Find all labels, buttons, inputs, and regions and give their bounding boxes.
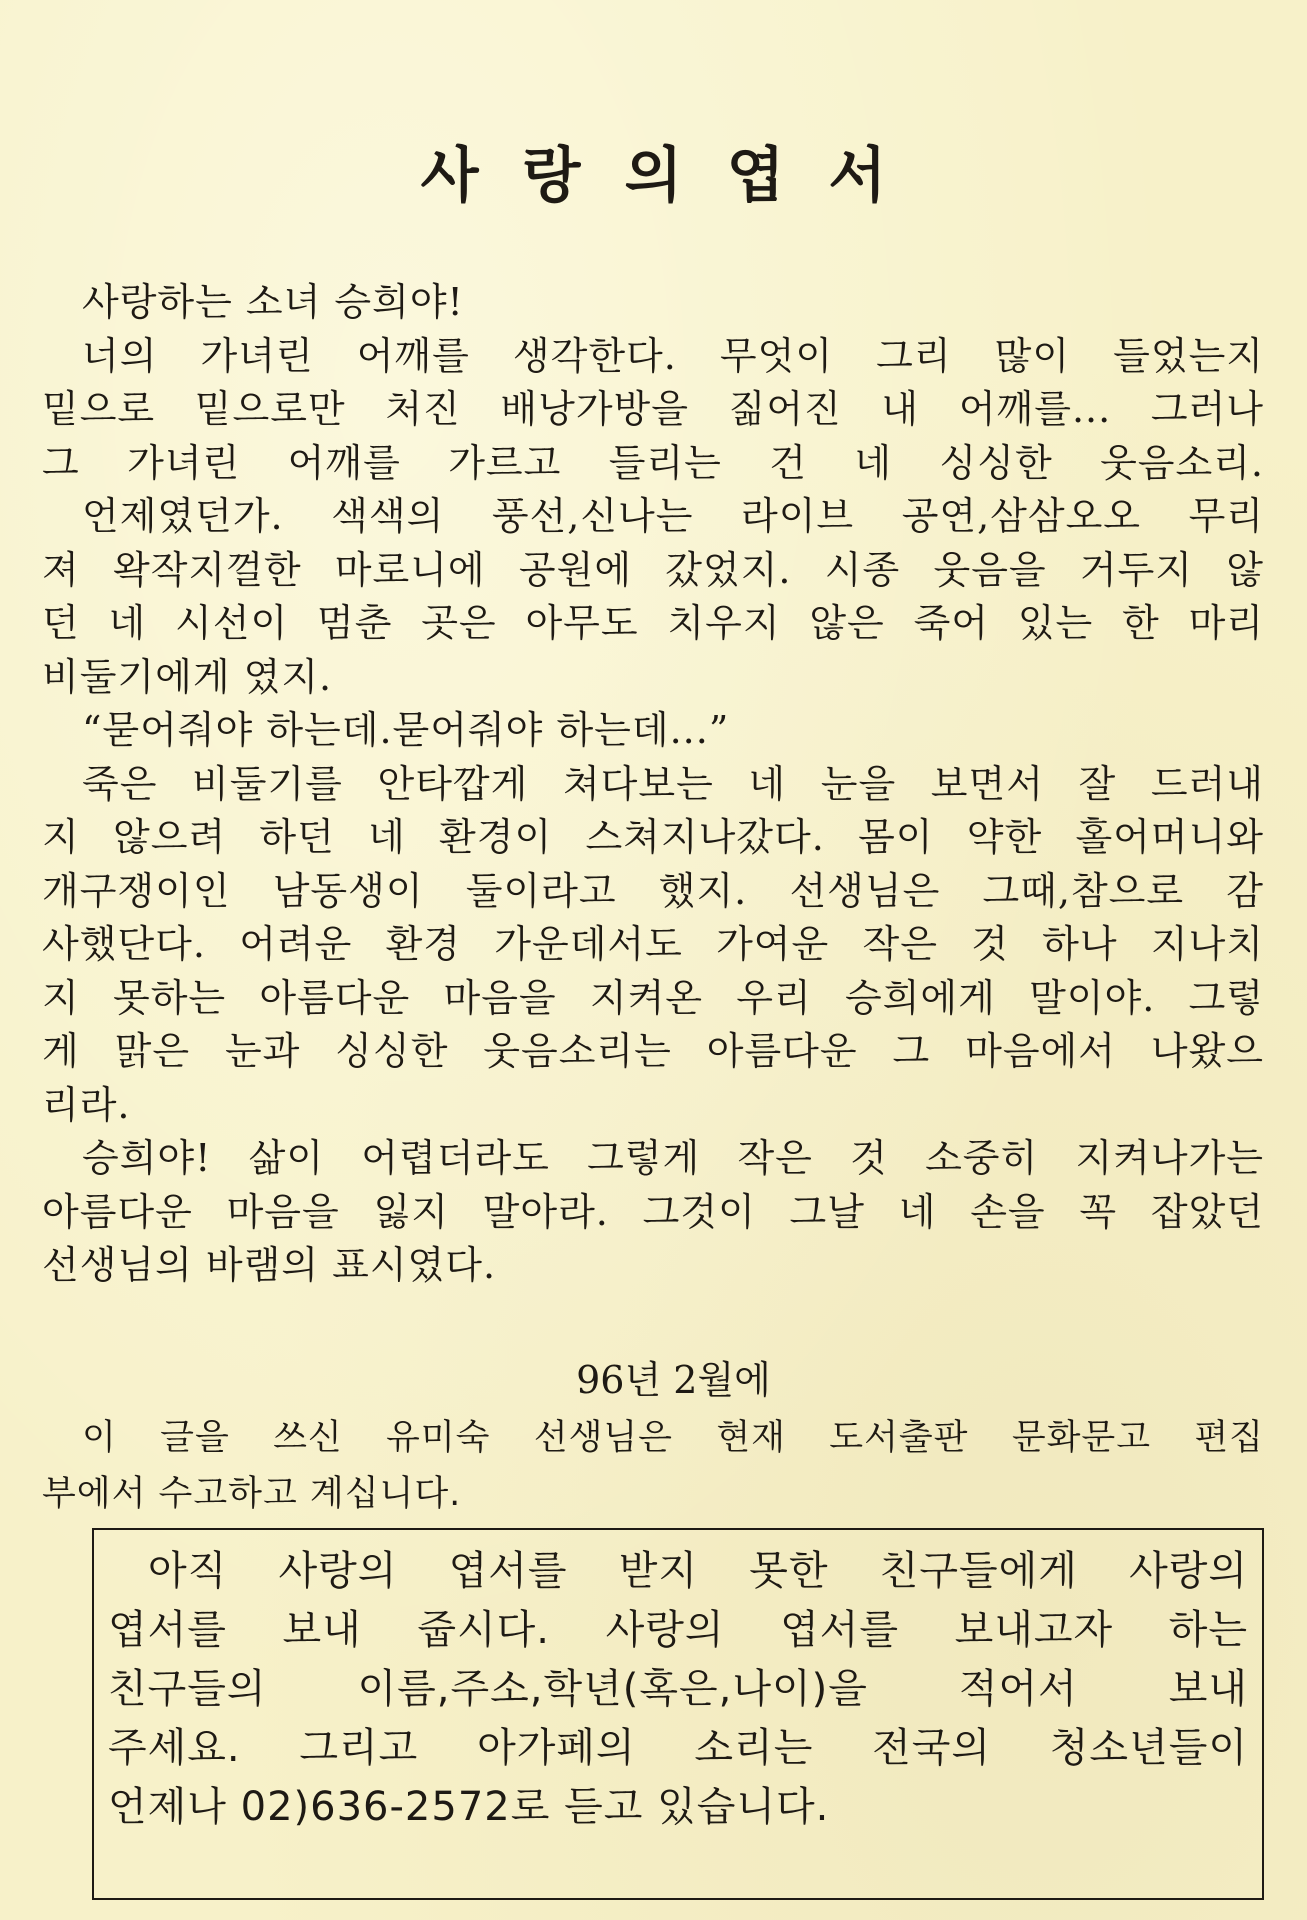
letter-line: 던 네 시선이 멈춘 곳은 아무도 치우지 않은 죽어 있는 한 마리 bbox=[42, 601, 1264, 645]
letter-line: 죽은 비둘기를 안타깝게 쳐다보는 네 눈을 보면서 잘 드러내 bbox=[82, 761, 1264, 806]
notice-line: 아직 사랑의 엽서를 받지 못한 친구들에게 사랑의 bbox=[148, 1548, 1248, 1594]
notice-box bbox=[92, 1528, 1264, 1900]
letter-line: 밑으로 밑으로만 처진 배낭가방을 짊어진 내 어깨를... 그러나 bbox=[42, 387, 1264, 431]
letter-line: 선생님의 바램의 표시였다. bbox=[42, 1243, 497, 1287]
letter-line: 승희야! 삶이 어렵더라도 그렇게 작은 것 소중히 지켜나가는 bbox=[82, 1136, 1264, 1180]
letter-date: 96년 2월에 bbox=[576, 1358, 771, 1402]
letter-line: 비둘기에게 였지. bbox=[42, 654, 333, 699]
author-note-line: 부에서 수고하고 계십니다. bbox=[42, 1474, 462, 1514]
author-note bbox=[42, 1410, 1264, 1522]
letter-line: 사했단다. 어려운 환경 가운데서도 가여운 작은 것 하나 지나치 bbox=[42, 922, 1264, 966]
letter-line: 리라. bbox=[42, 1082, 131, 1127]
letter-line: 사랑하는 소녀 승희야! bbox=[82, 280, 464, 324]
letter-line: 지 않으려 하던 네 환경이 스쳐지나갔다. 몸이 약한 홀어머니와 bbox=[42, 815, 1264, 859]
letter-line: “묻어줘야 하는데.묻어줘야 하는데...” bbox=[82, 708, 730, 752]
author-note-line: 이 글을 쓰신 유미숙 선생님은 현재 도서출판 문화문고 편집 bbox=[82, 1418, 1264, 1458]
letter-line: 지 못하는 아름다운 마음을 지켜온 우리 승희에게 말이야. 그렇 bbox=[42, 975, 1264, 1020]
letter-line: 게 맑은 눈과 싱싱한 웃음소리는 아름다운 그 마음에서 나왔으 bbox=[42, 1029, 1264, 1073]
letter-line: 언제였던가. 색색의 풍선,신나는 라이브 공연,삼삼오오 무리 bbox=[82, 494, 1264, 538]
notice-line: 주세요. 그리고 아가페의 소리는 전국의 청소년들이 bbox=[108, 1725, 1248, 1771]
letter-line: 개구쟁이인 남동생이 둘이라고 했지. 선생님은 그때,참으로 감 bbox=[42, 868, 1264, 913]
letter-body bbox=[42, 276, 1264, 1293]
letter-line: 너의 가녀린 어깨를 생각한다. 무엇이 그리 많이 들었는지 bbox=[82, 333, 1264, 378]
letter-line: 그 가녀린 어깨를 가르고 들리는 건 네 싱싱한 웃음소리. bbox=[42, 440, 1264, 485]
notice-line: 친구들의 이름,주소,학년(혹은,나이)을 적어서 보내 bbox=[108, 1666, 1248, 1712]
letter-line: 아름다운 마음을 잃지 말아라. 그것이 그날 네 손을 꼭 잡았던 bbox=[42, 1189, 1264, 1234]
letter-line: 져 왁작지껄한 마로니에 공원에 갔었지. 시종 웃음을 거두지 않 bbox=[42, 547, 1264, 592]
page-title: 사랑의엽서 bbox=[420, 141, 931, 211]
notice-line: 언제나 02)636-2572로 듣고 있습니다. bbox=[108, 1784, 830, 1830]
notice-line: 엽서를 보내 줍시다. 사랑의 엽서를 보내고자 하는 bbox=[108, 1607, 1248, 1653]
